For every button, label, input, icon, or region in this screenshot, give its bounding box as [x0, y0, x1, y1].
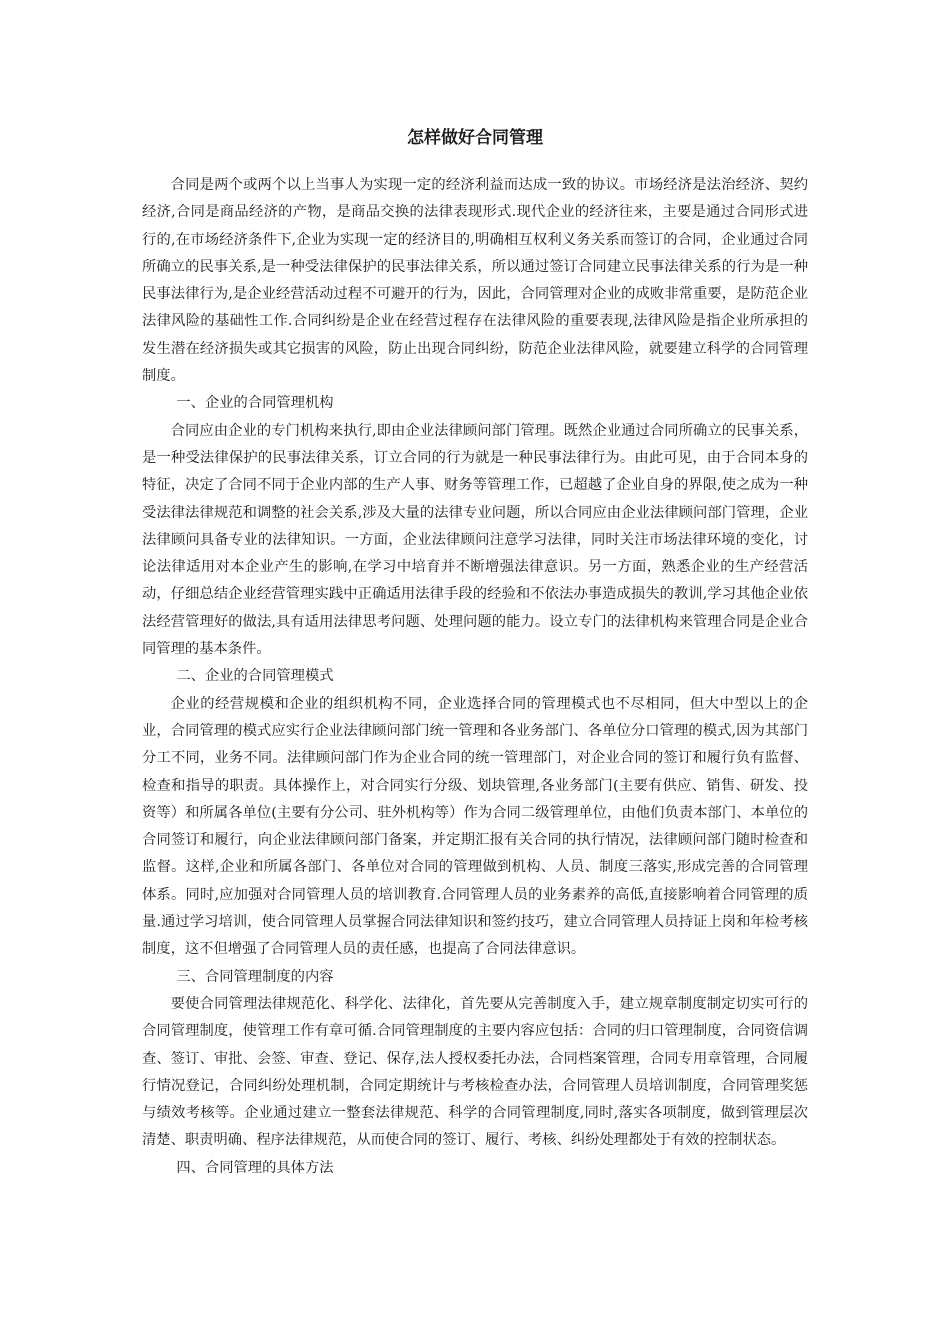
section-heading-1: 一、企业的合同管理机构: [176, 395, 334, 412]
section-heading-2: 二、企业的合同管理模式: [176, 668, 334, 685]
section-1-paragraph: 合同应由企业的专门机构来执行,即由企业法律顾问部门管理。既然企业通过合同所确立的民事关系，是一种受法律保护的民事法律关系，订立合同的行为就是一种民事法律行为。由此可见，由于合同本身的特征，决定了合同不同于企业内部的生产人事、财务等管理工作，已超越了企业自身的界限,使之成为一种受法律法律规范和调整的社会关系,涉及大量的法律专业问题，所以合同应由企业法律顾问部门管理，企业法律顾问具备专业的法律知识。一方面，企业法律顾问注意学习法律，同时关注市场法律环境的变化，讨论法律适用对本企业产生的影响,在学习中培育并不断增强法律意识。另一方面，熟悉企业的生产经营活动，仔细总结企业经营管理实践中正确适用法律手段的经验和不依法办事造成损失的教训,学习其他企业依法经营管理好的做法,具有适用法律思考问题、处理问题的能力。设立专门的法律机构来管理合同是企业合同管理的基本条件。: [142, 422, 808, 658]
intro-paragraph: 合同是两个或两个以上当事人为实现一定的经济利益而达成一致的协议。市场经济是法治经济、契约经济,合同是商品经济的产物，是商品交换的法律表现形式.现代企业的经济往来，主要是通过合同形式进行的,在市场经济条件下,企业为实现一定的经济目的,明确相互权利义务关系而签订的合同，企业通过合同所确立的民事关系,是一种受法律保护的民事法律关系，所以通过签订合同建立民事法律关系的行为是一种民事法律行为,是企业经营活动过程不可避开的行为，因此，合同管理对企业的成败非常重要，是防范企业法律风险的基础性工作.合同纠纷是企业在经营过程存在法律风险的重要表现,法律风险是指企业所承担的发生潜在经济损失或其它损害的风险，防止出现合同纠纷，防范企业法律风险，就要建立科学的合同管理制度。: [142, 177, 808, 385]
section-2-paragraph: 企业的经营规模和企业的组织机构不同，企业选择合同的管理模式也不尽相同，但大中型以上的企业，合同管理的模式应实行企业法律顾问部门统一管理和各业务部门、各单位分口管理的模式,因为其部门分工不同，业务不同。法律顾问部门作为企业合同的统一管理部门，对企业合同的签订和履行负有监督、检查和指导的职责。具体操作上，对合同实行分级、划块管理,各业务部门(主要有供应、销售、研发、投资等）和所属各单位(主要有分公司、驻外机构等）作为合同二级管理单位，由他们负责本部门、本单位的合同签订和履行，向企业法律顾问部门备案，并定期汇报有关合同的执行情况，法律顾问部门随时检查和监督。这样,企业和所属各部门、各单位对合同的管理做到机构、人员、制度三落实,形成完善的合同管理体系。同时,应加强对合同管理人员的培训教育.合同管理人员的业务素养的高低,直接影响着合同管理的质量.通过学习培训，使合同管理人员掌握合同法律知识和签约技巧，建立合同管理人员持证上岗和年检考核制度，这不但增强了合同管理人员的责任感，也提高了合同法律意识。: [142, 695, 808, 958]
section-heading-4: 四、合同管理的具体方法: [176, 1159, 334, 1176]
section-3-paragraph: 要使合同管理法律规范化、科学化、法律化，首先要从完善制度入手，建立规章制度制定切实可行的合同管理制度，使管理工作有章可循.合同管理制度的主要内容应包括：合同的归口管理制度，合同资信调查、签订、审批、会签、审查、登记、保存,法人授权委托办法，合同档案管理，合同专用章管理，合同履行情况登记，合同纠纷处理机制，合同定期统计与考核检查办法，合同管理人员培训制度，合同管理奖惩与绩效考核等。企业通过建立一整套法律规范、科学的合同管理制度,同时,落实各项制度，做到管理层次清楚、职责明确、程序法律规范，从而使合同的签订、履行、考核、纠纷处理都处于有效的控制状态。: [142, 995, 808, 1149]
document-page: [142, 124, 808, 1182]
section-heading-3: 三、合同管理制度的内容: [176, 968, 334, 985]
document-title: 怎样做好合同管理: [407, 128, 543, 148]
